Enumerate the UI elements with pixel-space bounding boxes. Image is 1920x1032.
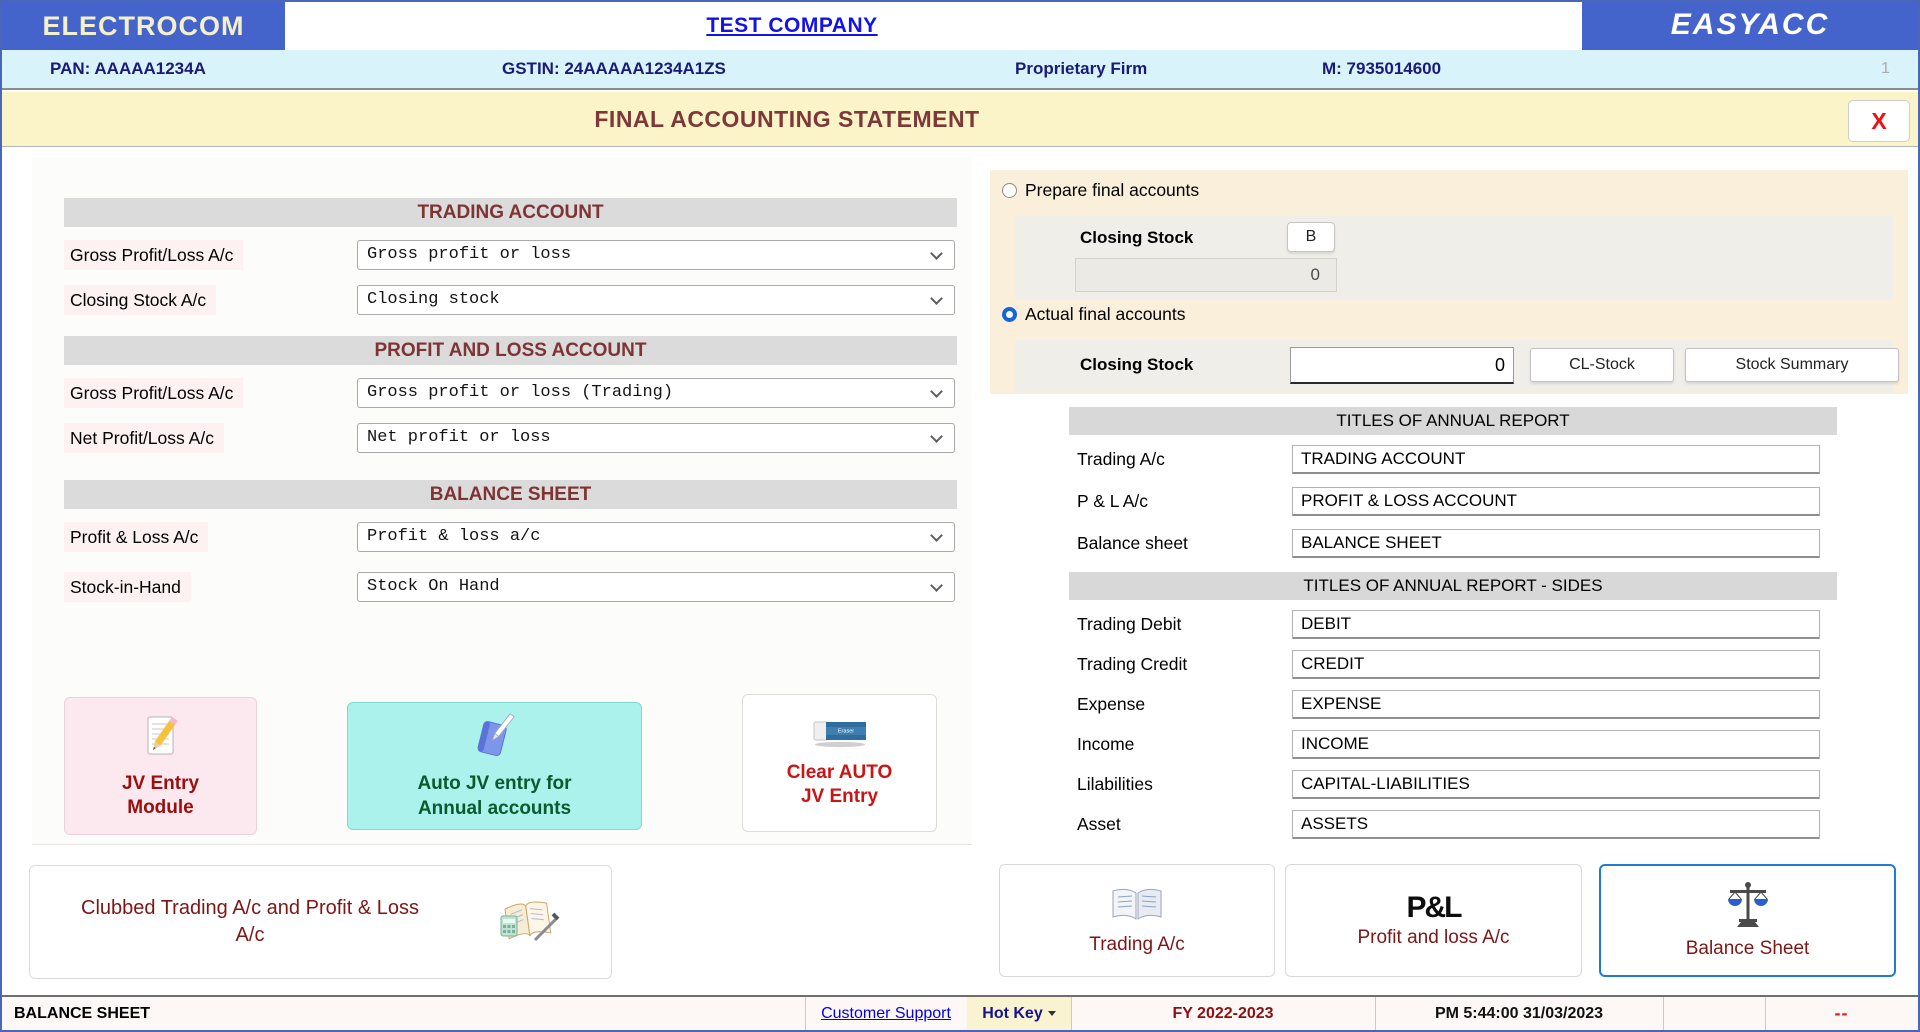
pl-gross-profit-loss-label: Gross Profit/Loss A/c [64, 378, 243, 408]
ledger-book-icon [495, 892, 561, 953]
net-profit-loss-select[interactable]: Net profit or loss [357, 423, 955, 453]
liabilities-label: Lilabilities [1077, 774, 1153, 794]
profit-and-loss-ac-label: Profit & Loss A/c [64, 522, 208, 552]
pl-gross-profit-loss-select[interactable]: Gross profit or loss (Trading) [357, 378, 955, 408]
clear-auto-jv-button[interactable] [742, 694, 937, 832]
auto-jv-entry-label: Auto JV entry for Annual accounts [417, 772, 572, 819]
prepare-final-accounts-label: Prepare final accounts [1025, 180, 1200, 200]
product-logo: EASYACC [1582, 2, 1918, 50]
closing-stock-account-select[interactable]: Closing stock [357, 285, 955, 315]
balance-sheet-title-input[interactable] [1292, 529, 1820, 558]
gstin-number: GSTIN: 24AAAAA1234A1ZS [502, 59, 726, 78]
datetime-status: PM 5:44:00 31/03/2023 [1434, 1005, 1604, 1022]
trading-debit-label: Trading Debit [1077, 614, 1182, 634]
actual-closing-stock-input[interactable] [1290, 347, 1514, 384]
trading-ac-title-input[interactable] [1292, 445, 1820, 474]
page-indicator: 1 [1881, 60, 1890, 77]
close-button[interactable]: X [1848, 100, 1910, 142]
prepare-closing-stock-block [1015, 216, 1893, 300]
trading-ac-report-button[interactable] [999, 864, 1275, 977]
open-book-icon [1107, 885, 1167, 930]
section-header-profit-loss-account: PROFIT AND LOSS ACCOUNT [64, 336, 957, 365]
customer-support-cell [805, 997, 967, 1030]
actual-closing-stock-label: Closing Stock [1080, 355, 1194, 374]
cl-stock-button[interactable]: CL-Stock [1530, 348, 1674, 382]
balance-sheet-report-label: Balance Sheet [1685, 938, 1810, 959]
titles-of-annual-report-header: TITLES OF ANNUAL REPORT [1069, 407, 1837, 435]
page-title: FINAL ACCOUNTING STATEMENT [594, 106, 980, 132]
vendor-logo: ELECTROCOM [2, 2, 285, 50]
clubbed-trading-pl-button[interactable] [29, 865, 612, 979]
actual-final-accounts-label: Actual final accounts [1025, 304, 1186, 324]
actual-final-accounts-radio[interactable] [1002, 307, 1017, 322]
asset-label: Asset [1077, 814, 1121, 834]
closing-stock-account-label: Closing Stock A/c [64, 285, 216, 315]
auto-jv-entry-button[interactable] [347, 702, 642, 830]
trading-credit-input[interactable] [1292, 650, 1820, 679]
section-header-trading-account: TRADING ACCOUNT [64, 198, 957, 227]
profit-and-loss-ac-select[interactable]: Profit & loss a/c [357, 522, 955, 552]
current-report-status: BALANCE SHEET [14, 1005, 151, 1022]
trading-ac-report-label: Trading A/c [1089, 934, 1185, 955]
firm-type: Proprietary Firm [1015, 59, 1148, 78]
pan-number: PAN: AAAAA1234A [50, 59, 206, 78]
actual-closing-stock-block [1015, 340, 1893, 392]
mobile-number: M: 7935014600 [1322, 59, 1442, 78]
liabilities-input[interactable] [1292, 770, 1820, 799]
balance-sheet-report-button[interactable] [1599, 864, 1896, 977]
actual-final-accounts-option[interactable] [1002, 304, 1186, 325]
balance-scale-icon [1725, 881, 1771, 934]
dropdown-caret-icon [1048, 1011, 1056, 1016]
trading-ac-title-label: Trading A/c [1077, 449, 1165, 469]
title-band [2, 92, 1918, 147]
trading-credit-label: Trading Credit [1077, 654, 1188, 674]
stock-in-hand-select[interactable]: Stock On Hand [357, 572, 955, 602]
header-bar [2, 2, 1918, 50]
b-button[interactable]: B [1287, 222, 1335, 252]
section-header-balance-sheet: BALANCE SHEET [64, 480, 957, 509]
titles-sides-header: TITLES OF ANNUAL REPORT - SIDES [1069, 572, 1837, 600]
jv-entry-module-label: JV Entry Module [121, 772, 200, 818]
income-input[interactable] [1292, 730, 1820, 759]
asset-input[interactable] [1292, 810, 1820, 839]
expense-input[interactable] [1292, 690, 1820, 719]
profit-loss-report-button[interactable] [1285, 864, 1582, 977]
status-bar [2, 995, 1918, 1030]
income-label: Income [1077, 734, 1135, 754]
book-pen-icon [472, 711, 518, 764]
company-info-band [2, 50, 1918, 90]
status-separator [1663, 997, 1664, 1030]
eraser-icon [811, 718, 869, 753]
net-profit-loss-label: Net Profit/Loss A/c [64, 423, 224, 453]
prepare-closing-stock-label: Closing Stock [1080, 228, 1194, 247]
hot-key-dropdown[interactable] [967, 997, 1071, 1030]
prepare-final-accounts-radio[interactable] [1002, 183, 1017, 198]
account-mapping-panel [32, 157, 972, 845]
fiscal-year-status: FY 2022-2023 [1172, 1005, 1274, 1022]
trading-debit-input[interactable] [1292, 610, 1820, 639]
company-name-link[interactable]: TEST COMPANY [706, 14, 878, 37]
eraser-icon-label: Eraser [837, 728, 854, 735]
notepad-pencil-icon [139, 713, 183, 764]
jv-entry-module-button[interactable] [64, 697, 257, 835]
clubbed-trading-pl-label: Clubbed Trading A/c and Profit & Loss A/c [81, 897, 419, 946]
profit-loss-report-label: Profit and loss A/c [1357, 926, 1510, 948]
prepare-final-accounts-option[interactable] [1002, 180, 1199, 201]
balance-sheet-title-label: Balance sheet [1077, 533, 1188, 553]
pl-ac-title-label: P & L A/c [1077, 491, 1149, 511]
stock-in-hand-label: Stock-in-Hand [64, 572, 191, 602]
customer-support-link[interactable]: Customer Support [821, 1005, 951, 1022]
connection-status: -- [1834, 1003, 1849, 1023]
pl-ac-title-input[interactable] [1292, 487, 1820, 516]
gross-profit-loss-select[interactable]: Gross profit or loss [357, 240, 955, 270]
hot-key-label: Hot Key [982, 1005, 1043, 1022]
expense-label: Expense [1077, 694, 1146, 714]
gross-profit-loss-label: Gross Profit/Loss A/c [64, 240, 243, 270]
clear-auto-jv-label: Clear AUTO JV Entry [786, 761, 893, 807]
stock-summary-button[interactable]: Stock Summary [1685, 348, 1899, 382]
pl-icon: P&L [1406, 890, 1461, 924]
prepare-closing-stock-input [1075, 258, 1337, 292]
